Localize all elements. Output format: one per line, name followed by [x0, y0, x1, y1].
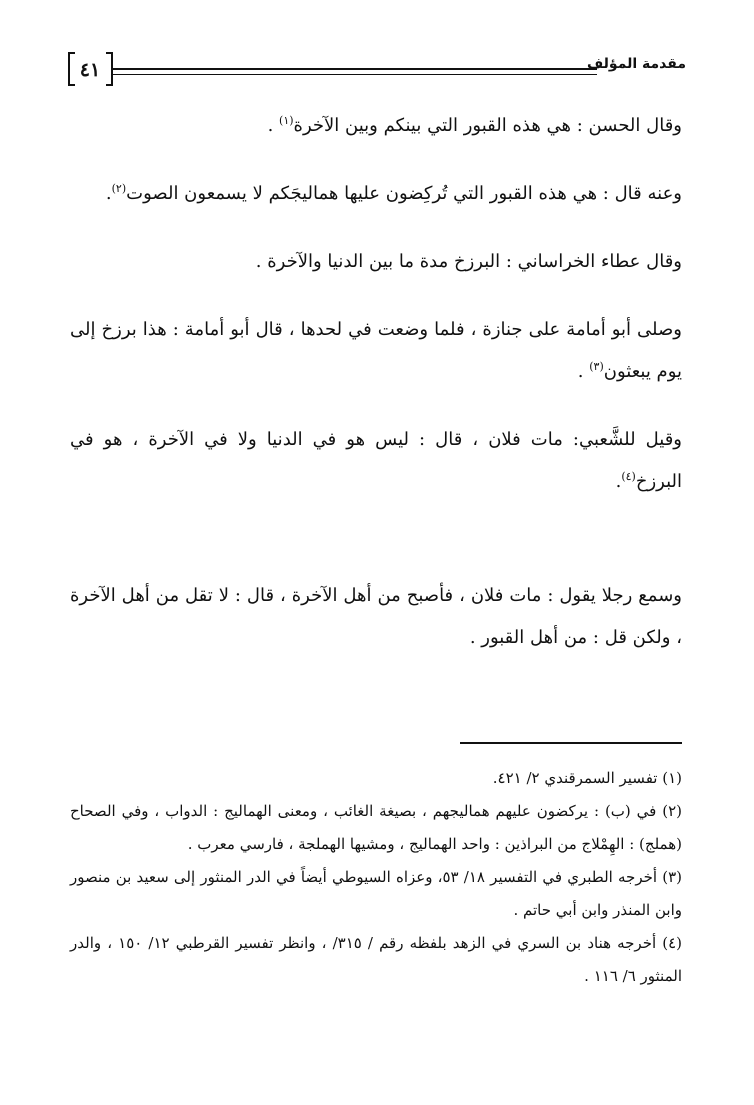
footnote: (٣) أخرجه الطبري في التفسير ١٨/ ٥٣، وعزاه السيوطي أيضاً في الدر المنثور إلى سعيد بن منصور وابن المنذر وابن أبي حاتم .	[70, 868, 683, 919]
paragraph: وقال الحسن : هي هذه القبور التي بينكم وبين الآخرة$^{(١)}$ .	[267, 114, 682, 136]
footnote-ref: (٤)	[621, 470, 636, 483]
paragraph: وقيل للشَّعبي: مات فلان ، قال : ليس هو في الدنيا ولا في الآخرة ، هو في البرزخ$^{(٤)}$.	[70, 429, 682, 492]
footnote-separator	[460, 742, 682, 744]
footnote-ref: (١)	[279, 114, 294, 127]
footnote: (١) تفسير السمرقندي ٢/ ٤٢١.	[492, 769, 682, 787]
paragraph: وقال عطاء الخراساني : البرزخ مدة ما بين الدنيا والآخرة .	[255, 251, 682, 272]
footnote: (٤) أخرجه هناد بن السري في الزهد بلفظه رقم / ٣١٥/ ، وانظر تفسير القرطبي ١٢/ ١٥٠ ، والدر المنثور ٦/ ١١٦ .	[70, 934, 682, 985]
header-rule-thin	[112, 74, 597, 75]
footnote-ref: (٢)	[111, 182, 127, 195]
paragraph: وصلى أبو أمامة على جنازة ، فلما وضعت في لحدها ، قال أبو أمامة : هذا برزخ إلى يوم يبعثون$^{(٣)}$ .	[70, 319, 682, 382]
footnote: (٢) في (ب) : يركضون عليهم هماليجهم ، بصيغة الغائب ، ومعنى الهماليج : الدواب ، وفي الصحاح (هملج) : الهِمْلاج من البراذين : واحد الهماليج ، ومشيها الهملجة ، فارسي معرب .	[70, 802, 682, 853]
running-title: مقدمة المؤلف	[586, 56, 686, 72]
header-rule-thick	[112, 68, 597, 70]
paragraph: وعنه قال : هي هذه القبور التي تُركِضون عليها هماليجَكم لا يسمعون الصوت$^{(٢)}$.	[105, 182, 682, 204]
paragraph: وسمع رجلا يقول : مات فلان ، فأصبح من أهل الآخرة ، قال : لا تقل من أهل الآخرة ، ولكن قل : من أهل القبور .	[70, 585, 682, 648]
footnotes	[70, 762, 682, 993]
page-header	[68, 48, 686, 92]
main-text	[70, 105, 682, 685]
footnote-ref: (٣)	[589, 360, 604, 373]
page-number: ٤١	[79, 59, 101, 81]
